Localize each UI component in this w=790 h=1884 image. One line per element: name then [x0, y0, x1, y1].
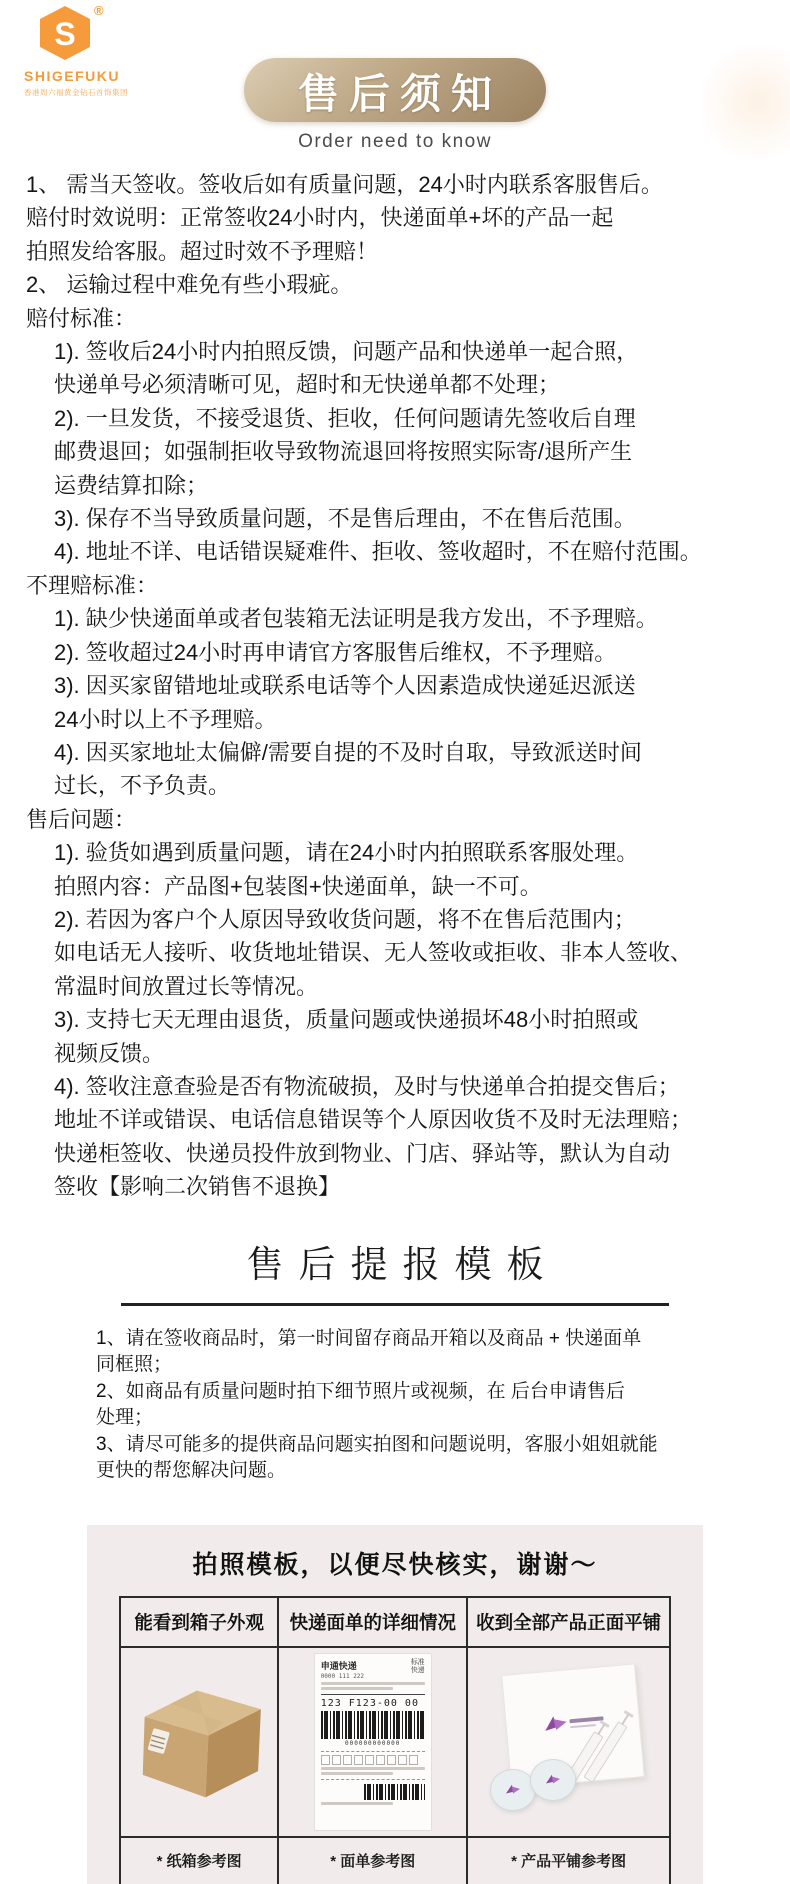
notice-line: 2). 一旦发货，不接受退货、拒收，任何问题请先签收后自理	[54, 405, 636, 431]
notice-line: 1). 签收后24小时内拍照反馈，问题产品和快递单一起合照，	[54, 339, 639, 365]
step-line: 2、如商品有质量问题时拍下细节照片或视频，在 后台申请售后	[96, 1380, 625, 1402]
waybill-address-line	[321, 1687, 394, 1690]
carton-box-image	[124, 1667, 274, 1817]
waybill-barcode-digits: 000000000000	[345, 1739, 401, 1747]
page-title-banner	[244, 58, 546, 122]
waybill-detail-line	[321, 1767, 425, 1770]
step-line: 同框照；	[96, 1354, 173, 1376]
notice-line: 4). 因买家地址太偏僻/需要自提的不及时自取，导致派送时间	[54, 739, 642, 765]
notice-line: 2). 签收超过24小时再申请官方客服售后维权，不予理赔。	[54, 639, 617, 665]
notice-text-block	[0, 168, 790, 1204]
report-template-title: 售后提报模板	[246, 1243, 559, 1285]
report-template-steps	[96, 1326, 716, 1485]
notice-line: 地址不详或错误、电话信息错误等个人原因收货不及时无法理赔；	[54, 1107, 693, 1133]
notice-line: 1). 验货如遇到质量问题，请在24小时内拍照联系客服处理。	[54, 840, 639, 866]
notice-line: 签收【影响二次销售不退换】	[54, 1174, 341, 1200]
step-line: 处理；	[96, 1407, 154, 1429]
notice-line: 拍照发给客服。超过时效不予理赔！	[26, 238, 379, 264]
photo-panel-title: 拍照模板，以便尽快核实，谢谢～	[192, 1550, 598, 1579]
notice-line: 1). 缺少快递面单或者包装箱无法证明是我方发出，不予理赔。	[54, 606, 658, 632]
notice-line: 1、 需当天签收。签收后如有质量问题，24小时内联系客服售后。	[26, 172, 663, 197]
waybill-barcode	[321, 1711, 425, 1739]
caption-waybill: * 面单参考图	[277, 1836, 466, 1884]
waybill-courier-name: 申通快递	[320, 1660, 357, 1671]
caption-box: * 纸箱参考图	[121, 1836, 277, 1884]
table-header-product: 收到全部产品正面平铺	[466, 1598, 669, 1646]
notice-line: 24小时以上不予理赔。	[54, 706, 277, 732]
notice-line: 3). 因买家留错地址或联系电话等个人因素造成快递延迟派送	[54, 673, 636, 699]
notice-line: 赔付标准：	[26, 305, 137, 331]
page-title: 售后须知	[298, 70, 502, 117]
product-flatlay-cell	[466, 1646, 669, 1836]
notice-line: 3). 保存不当导致质量问题，不是售后理由，不在售后范围。	[54, 506, 636, 532]
notice-line: 快递柜签收、快递员投件放到物业、门店、驿站等，默认为自动	[54, 1140, 671, 1166]
table-header-box: 能看到箱子外观	[134, 1611, 264, 1633]
product-flatlay-image	[484, 1657, 654, 1827]
notice-line: 邮费退回；如强制拒收导致物流退回将按照实际寄/退所产生	[54, 439, 633, 465]
waybill-check-boxes	[321, 1755, 425, 1765]
notice-line: 运费结算扣除；	[54, 472, 209, 498]
registered-mark: ®	[94, 3, 104, 18]
table-header-waybill: 快递面单的详细情况	[277, 1598, 466, 1646]
waybill-divider	[321, 1779, 425, 1780]
caption-product: * 产品平铺参考图	[466, 1836, 669, 1884]
photo-template-panel	[87, 1525, 703, 1884]
purple-butterfly-icon	[546, 1774, 560, 1786]
round-pod-image	[490, 1769, 536, 1811]
brand-hexagon-s-icon	[38, 5, 92, 61]
notice-line: 拍照内容：产品图+包装图+快递面单，缺一不可。	[54, 873, 542, 899]
notice-line: 不理赔标准：	[26, 572, 159, 598]
photo-reference-table	[119, 1596, 671, 1884]
waybill-cell	[277, 1646, 466, 1836]
notice-line: 3). 支持七天无理由退货，质量问题或快递损坏48小时拍照或	[54, 1007, 639, 1033]
brand-subtext: 香港周六福黄金钻石首饰集团	[24, 88, 128, 97]
notice-line: 如电话无人接听、收货地址错误、无人签收或拒收、非本人签收、	[54, 940, 693, 966]
notice-line: 售后问题：	[26, 806, 137, 832]
step-line: 1、请在签收商品时，第一时间留存商品开箱以及商品 + 快递面单	[96, 1327, 642, 1349]
waybill-image	[314, 1653, 432, 1831]
step-line: 更快的帮您解决问题。	[96, 1460, 287, 1482]
purple-butterfly-icon	[506, 1784, 520, 1796]
waybill-service-type: 标准 快递	[410, 1658, 425, 1674]
waybill-address-line	[321, 1682, 425, 1685]
notice-line: 快递单号必须清晰可见，超时和无快递单都不处理；	[54, 372, 561, 398]
purple-butterfly-icon	[544, 1714, 567, 1734]
waybill-detail-line	[321, 1802, 394, 1805]
waybill-small-barcode	[364, 1784, 424, 1800]
report-template-section	[0, 1234, 790, 1485]
waybill-divider	[321, 1751, 425, 1752]
notice-line: 过长，不予负责。	[54, 773, 231, 799]
carton-box-cell	[121, 1646, 277, 1836]
page-subtitle: Order need to know	[298, 131, 492, 152]
waybill-number: 0000 111 222	[320, 1672, 365, 1680]
title-divider	[121, 1303, 669, 1306]
brand-name: SHIGEFUKU	[24, 68, 120, 84]
notice-line: 2). 若因为客户个人原因导致收货问题，将不在售后范围内；	[54, 906, 636, 932]
waybill-detail-line	[321, 1772, 394, 1775]
brand-logo	[24, 5, 224, 98]
notice-line: 赔付时效说明：正常签收24小时内，快递面单+坏的产品一起	[26, 205, 614, 231]
svg-text:S: S	[54, 16, 76, 52]
step-line: 3、请尽可能多的提供商品问题实拍图和问题说明，客服小姐姐就能	[96, 1433, 658, 1455]
round-pod-image	[530, 1759, 576, 1801]
notice-line: 4). 地址不详、电话错误疑难件、拒收、签收超时，不在赔付范围。	[54, 539, 702, 565]
notice-line: 常温时间放置过长等情况。	[54, 973, 319, 999]
notice-line: 4). 签收注意查验是否有物流破损，及时与快递单合拍提交售后；	[54, 1073, 680, 1099]
notice-line: 2、 运输过程中难免有些小瑕疵。	[26, 272, 353, 298]
waybill-sorting-code: 123 F123-00 00	[321, 1694, 425, 1709]
notice-line: 视频反馈。	[54, 1040, 165, 1066]
